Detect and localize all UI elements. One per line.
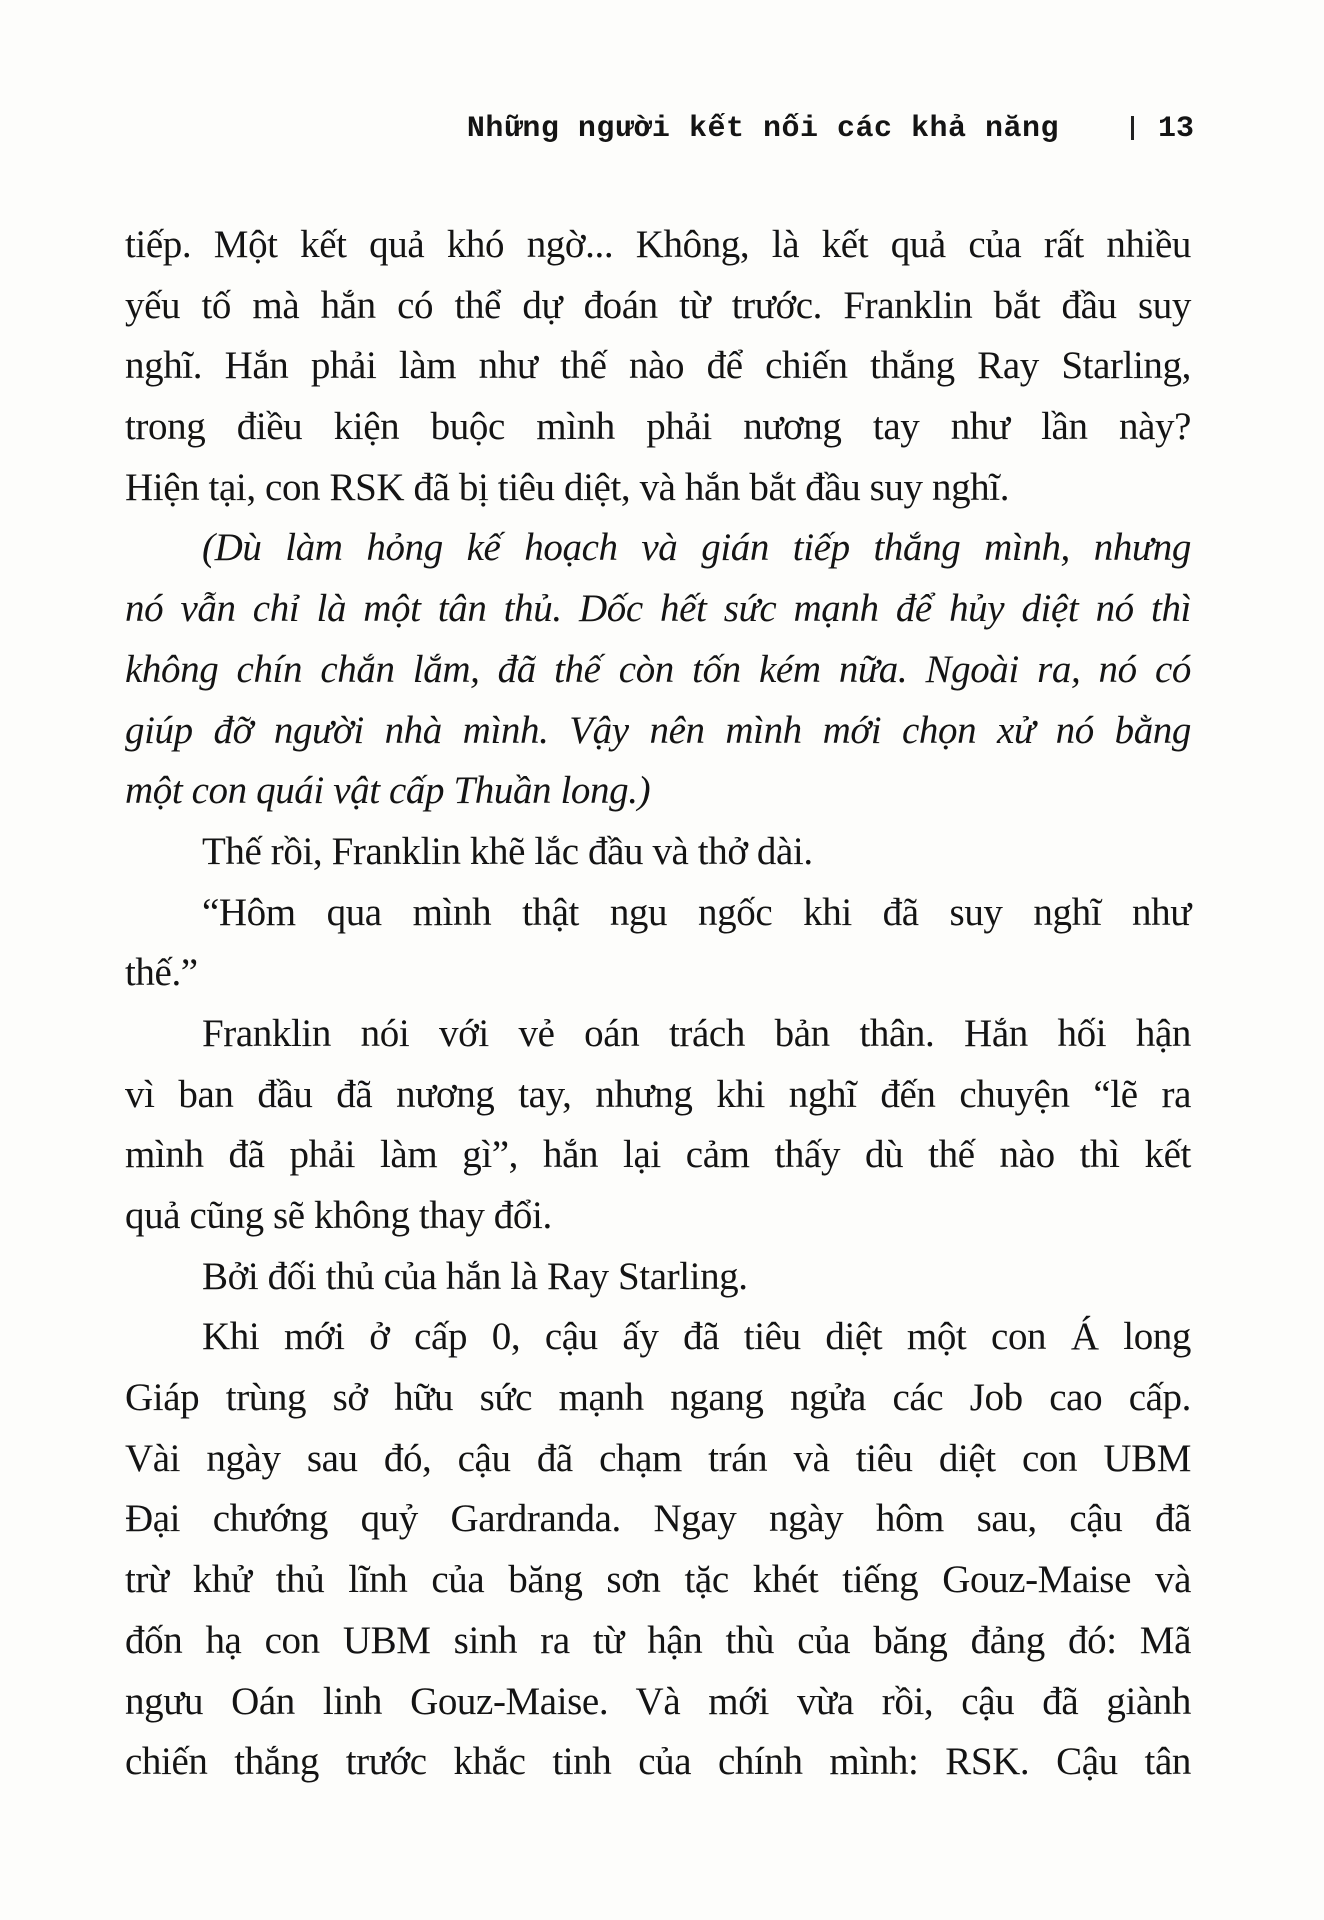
text-line: Giáp trùng sở hữu sức mạnh ngang ngửa các Job cao cấp. xyxy=(125,1376,1191,1420)
header-separator xyxy=(1131,116,1134,140)
text-line: trong điều kiện buộc mình phải nương tay như lần này? xyxy=(125,405,1191,449)
text-line: tiếp. Một kết quả khó ngờ... Không, là kết quả của rất nhiều xyxy=(125,223,1191,266)
page-number: 13 xyxy=(1158,112,1195,146)
text-line: nghĩ. Hắn phải làm như thế nào để chiến thắng Ray Starling, xyxy=(125,344,1191,388)
text-line: trừ khử thủ lĩnh của băng sơn tặc khét tiếng Gouz-Maise và xyxy=(125,1558,1191,1602)
text-line: Bởi đối thủ của hắn là Ray Starling. xyxy=(202,1254,748,1298)
page-header xyxy=(0,104,1324,154)
text-line: vì ban đầu đã nương tay, nhưng khi nghĩ đến chuyện “lẽ ra xyxy=(125,1072,1191,1116)
text-line: Khi mới ở cấp 0, cậu ấy đã tiêu diệt một con Á long xyxy=(202,1315,1191,1359)
text-line: Hiện tại, con RSK đã bị tiêu diệt, và hắn bắt đầu suy nghĩ. xyxy=(125,465,1010,509)
text-line: “Hôm qua mình thật ngu ngốc khi đã suy nghĩ như xyxy=(202,890,1191,934)
running-title: Những người kết nối các khả năng xyxy=(466,112,1059,146)
text-line: quả cũng sẽ không thay đổi. xyxy=(125,1194,552,1237)
text-line: giúp đỡ người nhà mình. Vậy nên mình mới chọn xử nó bằng xyxy=(125,708,1191,752)
text-line: chiến thắng trước khắc tinh của chính mình: RSK. Cậu tân xyxy=(125,1740,1191,1784)
text-line: Vài ngày sau đó, cậu đã chạm trán và tiêu diệt con UBM xyxy=(125,1436,1191,1480)
text-line: Franklin nói với vẻ oán trách bản thân. Hắn hối hận xyxy=(202,1011,1191,1055)
text-line: mình đã phải làm gì”, hắn lại cảm thấy dù thế nào thì kết xyxy=(125,1133,1191,1177)
text-line: Thế rồi, Franklin khẽ lắc đầu và thở dài. xyxy=(202,829,813,873)
text-line: thế.” xyxy=(125,951,198,995)
text-line: (Dù làm hỏng kế hoạch và gián tiếp thắng mình, nhưng xyxy=(202,526,1191,570)
text-line: không chín chắn lắm, đã thế còn tốn kém nữa. Ngoài ra, nó có xyxy=(125,647,1191,691)
text-line: ngưu Oán linh Gouz-Maise. Và mới vừa rồi, cậu đã giành xyxy=(125,1679,1191,1723)
text-line: nó vẫn chỉ là một tân thủ. Dốc hết sức mạnh để hủy diệt nó thì xyxy=(125,587,1191,631)
text-line: yếu tố mà hắn có thể dự đoán từ trước. Franklin bắt đầu suy xyxy=(125,283,1191,327)
text-line: đốn hạ con UBM sinh ra từ hận thù của băng đảng đó: Mã xyxy=(125,1618,1191,1662)
text-line: Đại chướng quỷ Gardranda. Ngay ngày hôm sau, cậu đã xyxy=(125,1497,1191,1541)
text-line: một con quái vật cấp Thuần long.) xyxy=(125,769,651,813)
body-text xyxy=(125,215,1191,1793)
